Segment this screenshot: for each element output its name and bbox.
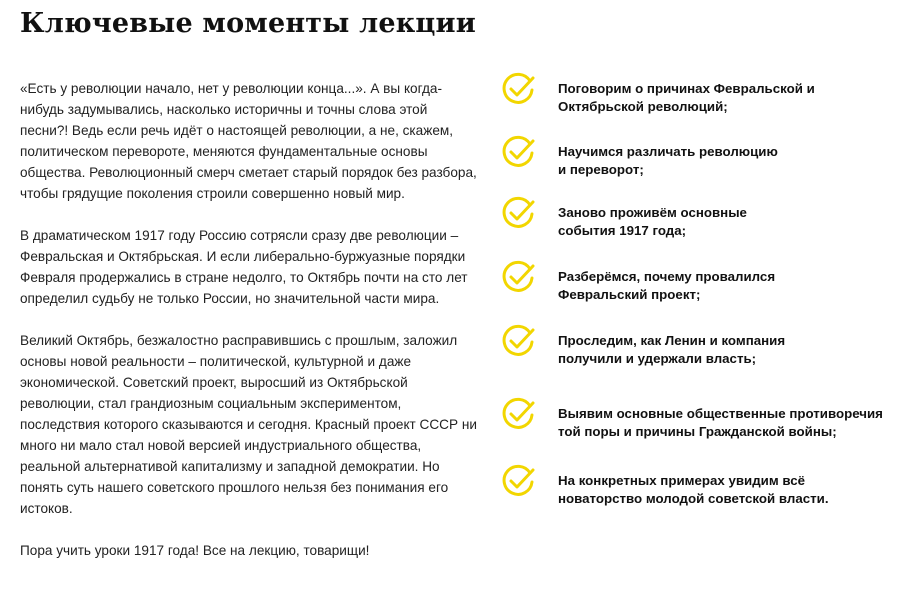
intro-paragraph: В драматическом 1917 году Россию сотрясли сразу две революции – Февральская и Октябрьская. И если либерально-буржуазные порядки Февраля продержались в стране недолго, то Октябрь почти на сто лет определил судьбу не только России, но значительной части мира. [20,228,468,306]
key-point-text: На конкретных примерах увидим всё новаторство молодой советской власти. [558,473,829,506]
key-point-text: Поговорим о причинах Февральской и Октябрьской революций; [558,81,815,114]
intro-text [20,78,478,582]
intro-paragraph: Великий Октябрь, безжалостно расправившись с прошлым, заложил основы новой реальности – политической, культурной и даже экономической. Советский проект, выросший из Октябрьской революции, стал грандиозным социальным экспериментом, последствия которого сказываются и сегодня. Красный проект СССР ни много ни мало стал новой версией индустриального общества, реальной альтернативой капитализму и западной демократии. Но понять суть нашего советского прошлого нельзя без понимания его истоков. [20,333,477,516]
intro-paragraph: Пора учить уроки 1917 года! Все на лекцию, товарищи! [20,543,370,558]
key-point-text: Научимся различать революцию и переворот; [558,144,778,177]
check-circle-icon [500,135,536,171]
check-circle-icon [500,324,536,360]
check-circle-icon [500,72,536,108]
key-point-text: Разберёмся, почему провалился Февральский проект; [558,269,776,302]
key-point [500,397,921,441]
key-point [500,196,921,240]
page-title: Ключевые моменты лекции [20,8,476,39]
key-point-text: Выявим основные общественные противоречия той поры и причины Гражданской войны; [558,406,883,439]
check-circle-icon [500,260,536,296]
check-circle-icon [500,464,536,500]
key-point [500,135,921,179]
key-point-text: Заново проживём основные события 1917 года; [558,205,747,238]
key-point [500,464,921,508]
check-circle-icon [500,196,536,232]
key-point [500,260,921,304]
check-circle-icon [500,397,536,433]
key-point [500,72,921,116]
intro-paragraph: «Есть у революции начало, нет у революции конца...». А вы когда-нибудь задумывались, насколько историчны и точны слова этой песни?! Ведь если речь идёт о настоящей революции, а не, скажем, политическом перевороте, меняются фундаментальные основы общества. Революционный смерч сметает старый порядок без разбора, чтобы грядущие поколения строили совершенно новый мир. [20,81,477,201]
key-point [500,324,921,368]
key-point-text: Проследим, как Ленин и компания получили и удержали власть; [558,333,786,366]
